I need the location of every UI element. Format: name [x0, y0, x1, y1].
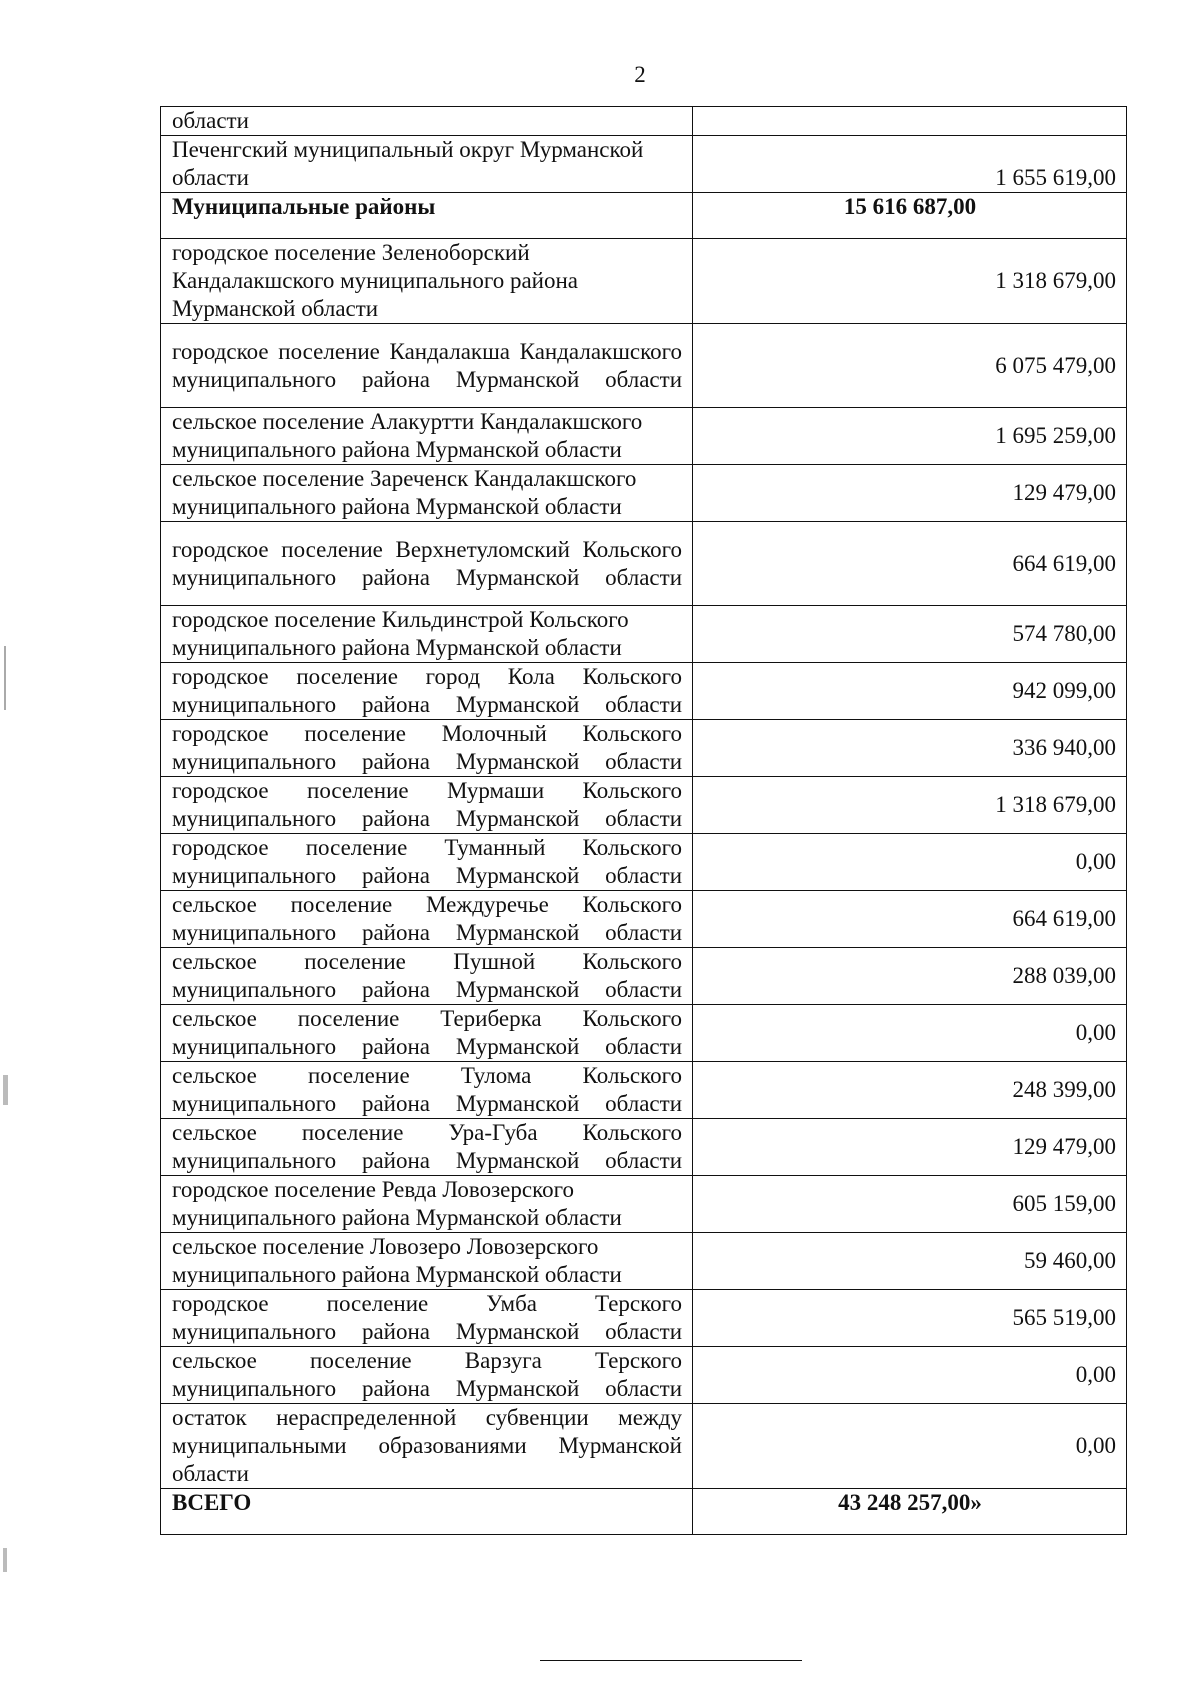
row-value: 288 039,00 [693, 948, 1127, 1005]
table-row [161, 136, 1127, 193]
table-row-total [161, 1489, 1127, 1535]
row-value: 0,00 [693, 1347, 1127, 1404]
row-name: городское поселение город Кола Кольского муниципального района Мурманской области [161, 663, 693, 720]
row-name: городское поселение Зеленоборский Кандалакшского муниципального района Мурманской области [161, 239, 693, 324]
scan-mark [3, 1075, 8, 1105]
row-value: 574 780,00 [693, 606, 1127, 663]
row-name: городское поселение Молочный Кольского муниципального района Мурманской области [161, 720, 693, 777]
table-row [161, 1347, 1127, 1404]
table-row [161, 1005, 1127, 1062]
table-row [161, 324, 1127, 408]
row-name: области [161, 107, 693, 136]
table-row [161, 522, 1127, 606]
row-value: 336 940,00 [693, 720, 1127, 777]
row-value: 605 159,00 [693, 1176, 1127, 1233]
row-value: 1 318 679,00 [693, 777, 1127, 834]
row-value: 664 619,00 [693, 522, 1127, 606]
row-name: сельское поселение Ловозеро Ловозерского муниципального района Мурманской области [161, 1233, 693, 1290]
table-row [161, 606, 1127, 663]
table-row-subtotal [161, 193, 1127, 239]
allocation-table [160, 106, 1127, 1535]
row-name: сельское поселение Тулома Кольского муниципального района Мурманской области [161, 1062, 693, 1119]
row-value: 664 619,00 [693, 891, 1127, 948]
table-row [161, 408, 1127, 465]
row-name: городское поселение Туманный Кольского муниципального района Мурманской области [161, 834, 693, 891]
table-row [161, 1176, 1127, 1233]
row-value: 565 519,00 [693, 1290, 1127, 1347]
table-row [161, 1404, 1127, 1489]
row-name: сельское поселение Зареченск Кандалакшского муниципального района Мурманской области [161, 465, 693, 522]
row-name: сельское поселение Варзуга Терского муниципального района Мурманской области [161, 1347, 693, 1404]
table-row [161, 465, 1127, 522]
table-row [161, 891, 1127, 948]
grand-total-label: ВСЕГО [161, 1489, 693, 1535]
row-name: городское поселение Кандалакша Кандалакшского муниципального района Мурманской области [161, 324, 693, 408]
table-row [161, 1119, 1127, 1176]
section-total: 15 616 687,00 [693, 193, 1127, 239]
table-row [161, 107, 1127, 136]
row-name: сельское поселение Пушной Кольского муниципального района Мурманской области [161, 948, 693, 1005]
row-name: сельское поселение Териберка Кольского муниципального района Мурманской области [161, 1005, 693, 1062]
row-value: 1 655 619,00 [693, 136, 1127, 193]
table-row [161, 239, 1127, 324]
row-value: 59 460,00 [693, 1233, 1127, 1290]
table-row [161, 777, 1127, 834]
row-value: 1 318 679,00 [693, 239, 1127, 324]
table-row [161, 1062, 1127, 1119]
table-row [161, 663, 1127, 720]
scan-mark [4, 646, 6, 710]
row-value: 6 075 479,00 [693, 324, 1127, 408]
row-value: 248 399,00 [693, 1062, 1127, 1119]
row-value [693, 107, 1127, 136]
row-name: городское поселение Умба Терского муниципального района Мурманской области [161, 1290, 693, 1347]
row-name: остаток нераспределенной субвенции между муниципальными образованиями Мурманской области [161, 1404, 693, 1489]
row-value: 129 479,00 [693, 1119, 1127, 1176]
row-name: городское поселение Кильдинстрой Кольского муниципального района Мурманской области [161, 606, 693, 663]
row-name: городское поселение Ревда Ловозерского муниципального района Мурманской области [161, 1176, 693, 1233]
table-row [161, 720, 1127, 777]
row-name: сельское поселение Междуречье Кольского муниципального района Мурманской области [161, 891, 693, 948]
section-title: Муниципальные районы [161, 193, 693, 239]
table-row [161, 1233, 1127, 1290]
row-value: 0,00 [693, 834, 1127, 891]
table-row [161, 948, 1127, 1005]
page-number: 2 [634, 62, 646, 87]
table-row [161, 834, 1127, 891]
row-name: сельское поселение Алакуртти Кандалакшского муниципального района Мурманской области [161, 408, 693, 465]
grand-total-value: 43 248 257,00» [693, 1489, 1127, 1535]
closing-rule [540, 1660, 802, 1661]
row-value: 0,00 [693, 1404, 1127, 1489]
row-name: сельское поселение Ура-Губа Кольского муниципального района Мурманской области [161, 1119, 693, 1176]
scan-mark [3, 1548, 7, 1572]
row-name: городское поселение Верхнетуломский Кольского муниципального района Мурманской области [161, 522, 693, 606]
row-name: Печенгский муниципальный округ Мурманской области [161, 136, 693, 193]
row-value: 1 695 259,00 [693, 408, 1127, 465]
row-value: 129 479,00 [693, 465, 1127, 522]
row-name: городское поселение Мурмаши Кольского муниципального района Мурманской области [161, 777, 693, 834]
row-value: 942 099,00 [693, 663, 1127, 720]
row-value: 0,00 [693, 1005, 1127, 1062]
table-row [161, 1290, 1127, 1347]
